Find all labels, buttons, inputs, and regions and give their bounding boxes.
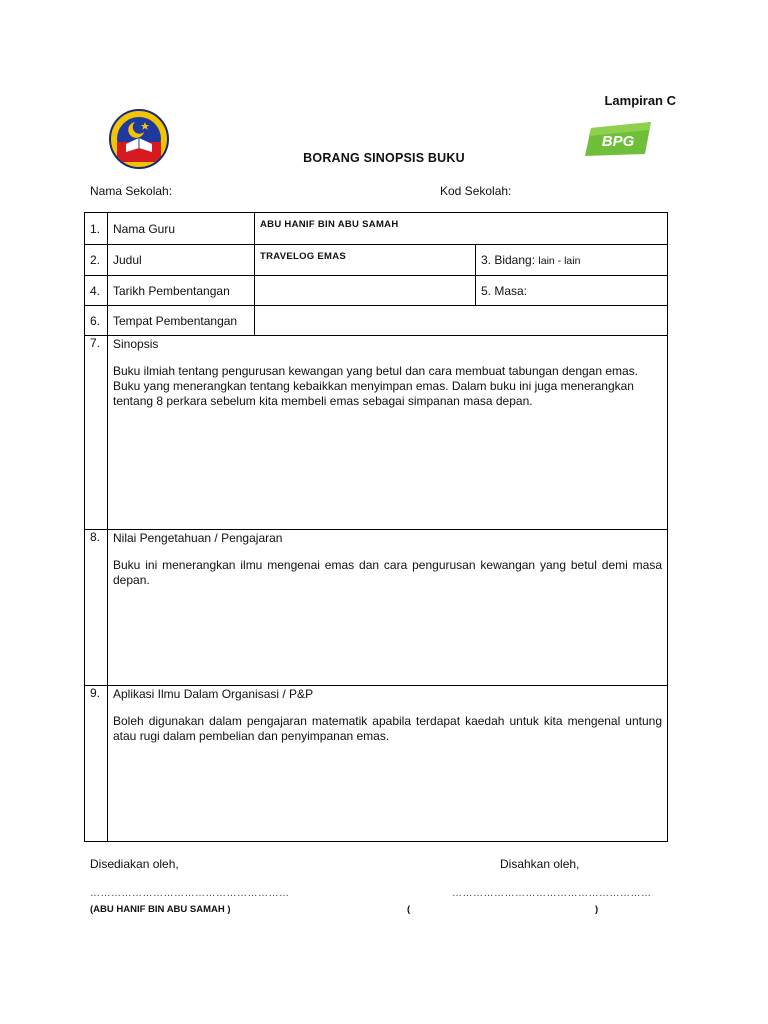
prepared-by-name: (ABU HANIF BIN ABU SAMAH )	[90, 904, 231, 915]
nilai-cell[interactable]	[108, 530, 668, 686]
row-tarikh	[85, 276, 668, 306]
tarikh-value[interactable]	[255, 276, 476, 306]
judul-label: Judul	[108, 245, 255, 276]
row-sinopsis	[85, 336, 668, 530]
tempat-value[interactable]	[255, 306, 668, 336]
judul-value[interactable]	[255, 245, 476, 276]
nama-guru-value[interactable]	[255, 213, 668, 245]
row-aplikasi	[85, 686, 668, 842]
bidang-label: 3. Bidang:	[481, 253, 536, 267]
prepared-signature-line[interactable]: …………………………………………………	[90, 888, 290, 899]
lampiran-label: Lampiran C	[604, 93, 676, 108]
bidang-cell[interactable]	[476, 245, 668, 276]
approver-paren-close: )	[595, 904, 599, 915]
disahkan-label: Disahkan oleh,	[500, 857, 580, 871]
row-judul	[85, 245, 668, 276]
nama-guru-text: ABU HANIF BIN ABU SAMAH	[260, 219, 399, 230]
row-tempat	[85, 306, 668, 336]
disediakan-label: Disediakan oleh,	[90, 857, 179, 871]
row-number: 9.	[85, 686, 108, 842]
nama-sekolah-label: Nama Sekolah:	[90, 184, 173, 198]
bpg-logo-text: BPG	[601, 133, 635, 150]
aplikasi-label: Aplikasi Ilmu Dalam Organisasi / P&P	[113, 687, 314, 701]
aplikasi-cell[interactable]	[108, 686, 668, 842]
sinopsis-label: Sinopsis	[113, 337, 159, 351]
synopsis-form-table	[84, 212, 668, 842]
sinopsis-text: Buku ilmiah tentang pengurusan kewangan yang betul dan cara membuat tabungan dengan emas. Buku yang menerangkan tentang kebaikkan menyimpan emas. Dalam buku ini juga menerangkan tentang 8 perkara sebelum kita membeli emas sebagai simpanan masa depan.	[113, 364, 639, 408]
row-number: 1.	[85, 213, 108, 245]
row-number: 8.	[85, 530, 108, 686]
row-number: 2.	[85, 245, 108, 276]
approver-paren-open: (	[407, 904, 411, 915]
row-nilai	[85, 530, 668, 686]
kod-sekolah-label: Kod Sekolah:	[440, 184, 512, 198]
row-nama-guru	[85, 213, 668, 245]
form-title: BORANG SINOPSIS BUKU	[303, 151, 465, 165]
judul-text: TRAVELOG EMAS	[260, 251, 347, 262]
row-number: 6.	[85, 306, 108, 336]
nilai-text: Buku ini menerangkan ilmu mengenai emas dan cara pengurusan kewangan yang betul demi masa depan.	[113, 558, 662, 587]
row-number: 7.	[85, 336, 108, 530]
aplikasi-text: Boleh digunakan dalam pengajaran matematik apabila terdapat kaedah untuk kita mengenal untung atau rugi dalam pembelian dan penyimpanan emas.	[113, 714, 662, 743]
tempat-label: Tempat Pembentangan	[108, 306, 255, 336]
nilai-label: Nilai Pengetahuan / Pengajaran	[113, 531, 283, 545]
tarikh-label: Tarikh Pembentangan	[108, 276, 255, 306]
bidang-value: lain - lain	[538, 255, 581, 267]
masa-cell[interactable]	[476, 276, 668, 306]
masa-label: 5. Masa:	[481, 283, 528, 298]
nama-guru-label: Nama Guru	[108, 213, 255, 245]
sinopsis-cell[interactable]	[108, 336, 668, 530]
approver-signature-line[interactable]: …………………………………………………	[452, 888, 652, 899]
row-number: 4.	[85, 276, 108, 306]
